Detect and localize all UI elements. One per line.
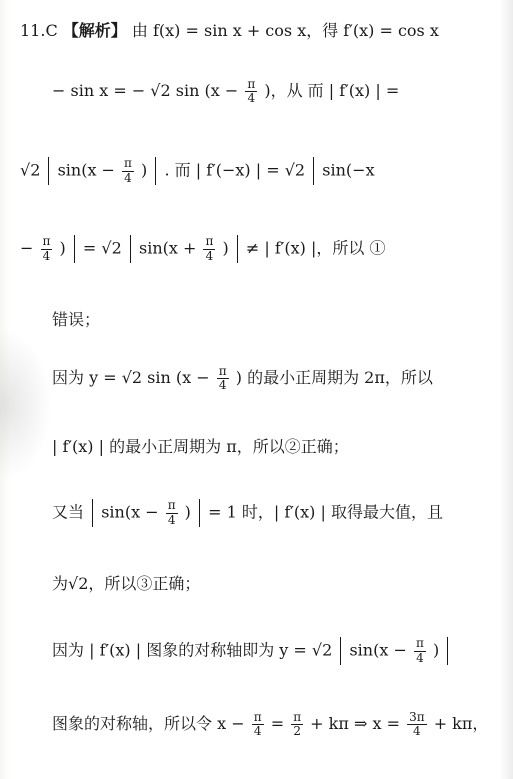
- frac-pi-4: $\frac{\pi}{4}$: [253, 710, 262, 739]
- abs-bar: [155, 157, 156, 185]
- line-3: [20, 235, 473, 263]
- line-9-b: sin(x −: [349, 640, 407, 660]
- answer-label: 11.C: [20, 21, 58, 40]
- paper-shadow: [0, 330, 52, 480]
- frac-pi-4: $\frac{\pi}{4}$: [167, 498, 176, 527]
- line-4: [52, 307, 473, 333]
- abs-bar: [130, 235, 131, 263]
- abs-bar: [92, 499, 93, 527]
- line-10-b: =: [270, 714, 285, 734]
- line-10: [52, 710, 489, 739]
- line-10-a: 图象的对称轴，所以令 x −: [52, 714, 245, 734]
- abs-bar: [74, 235, 75, 263]
- line-3-c: = √2: [82, 238, 122, 258]
- line-5-c: ) 的最小正周期为 2π，所以: [235, 368, 433, 388]
- line-10-c: + kπ ⇒ x =: [310, 714, 400, 734]
- line-9: [52, 637, 473, 665]
- abs-bar: [237, 235, 238, 263]
- line-1: [52, 78, 473, 105]
- line-9-a: 因为 | f′(x) | 图象的对称轴即为 y = √2: [52, 640, 333, 660]
- line-2-d: . 而 | f′(−x) | = √2: [164, 160, 306, 180]
- abs-bar: [313, 157, 314, 185]
- frac-pi-4: $\frac{\pi}{4}$: [42, 234, 51, 263]
- line-8-a: 为√2，所以③正确；: [52, 574, 201, 593]
- line-6-a: | f′(x) | 的最小正周期为 π，所以②正确；: [52, 437, 349, 456]
- line-2-e: sin(−x: [322, 160, 375, 180]
- frac-3pi-4: $\frac{3\pi}{4}$: [409, 710, 425, 739]
- frac-pi-2: $\frac{\pi}{2}$: [293, 710, 302, 739]
- line-1-a: − sin x = − √2 sin: [52, 81, 200, 101]
- line-3-e: ): [222, 238, 229, 258]
- abs-bar: [447, 637, 448, 665]
- abs-bar: [199, 499, 200, 527]
- line-2-a: √2: [20, 160, 41, 180]
- line-1-c: )，从 而 | f′(x) | =: [264, 81, 400, 101]
- line-3-b: ): [59, 238, 66, 258]
- abs-bar: [340, 637, 341, 665]
- line-6: [52, 434, 473, 460]
- line-2-b: sin(x −: [57, 160, 115, 180]
- line-7-c: ): [184, 502, 191, 522]
- frac-pi-4: $\frac{\pi}{4}$: [218, 364, 227, 393]
- line-4-a: 错误；: [52, 310, 101, 329]
- line-2: [20, 157, 473, 185]
- line-7-d: = 1 时，| f′(x) | 取得最大值，且: [208, 502, 443, 522]
- line-3-a: −: [20, 238, 34, 258]
- line-7: [52, 499, 473, 527]
- line-1-b: (x −: [204, 81, 239, 101]
- line-0: [20, 18, 473, 44]
- line-3-d: sin(x +: [138, 238, 197, 258]
- line-8: [52, 571, 473, 597]
- frac-pi-4: $\frac{\pi}{4}$: [124, 156, 132, 185]
- analysis-tag: 【解析】: [62, 21, 127, 40]
- line-5-a: 因为 y = √2 sin: [52, 368, 171, 388]
- frac-pi-4: $\frac{\pi}{4}$: [247, 77, 256, 106]
- frac-pi-4: $\frac{\pi}{4}$: [205, 234, 214, 263]
- line-5-b: (x −: [175, 368, 210, 388]
- frac-pi-4: $\frac{\pi}{4}$: [415, 636, 424, 665]
- line-9-c: ): [432, 640, 440, 660]
- line-10-d: + kπ，: [433, 714, 489, 734]
- line-7-b: sin(x −: [101, 502, 159, 522]
- line-2-c: ): [141, 160, 148, 180]
- line-5: [52, 365, 473, 392]
- abs-bar: [48, 157, 49, 185]
- line-7-a: 又当: [52, 502, 85, 522]
- line-3-f: ≠ | f′(x) |，所以 ①: [245, 238, 386, 258]
- line-0-text: 由 f(x) = sin x + cos x，得 f′(x) = cos x: [131, 21, 439, 40]
